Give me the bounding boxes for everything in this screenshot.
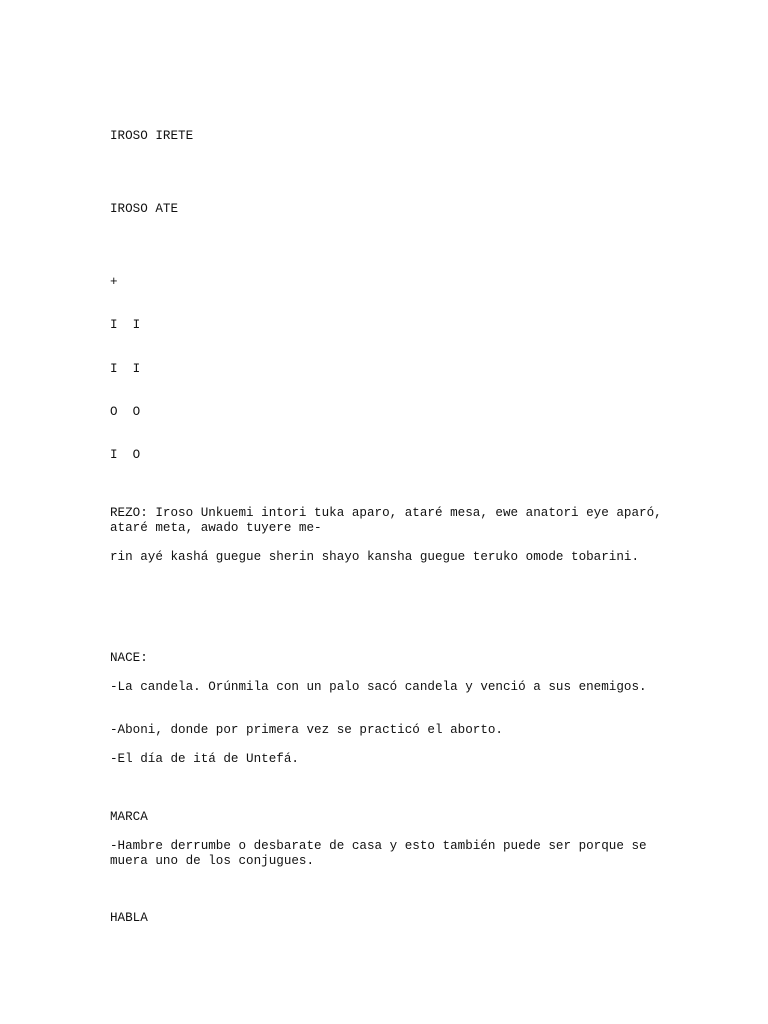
rezo-paragraph-2: rin ayé kashá guegue sherin shayo kansha guegue teruko omode tobarini. [110,550,640,564]
figure-mark: + [110,275,118,289]
nace-item-1: -La candela. Orúnmila con un palo sacó candela y venció a sus enemigos. [110,680,647,694]
nace-item-3: -El día de itá de Untefá. [110,752,299,766]
nace-heading: NACE: [110,651,148,665]
figure-row-2: I I [110,362,141,376]
figure-row-4: I O [110,448,141,462]
marca-item-1: -Hambre derrumbe o desbarate de casa y esto también puede ser porque se muera uno de los conjugues. [110,839,655,868]
habla-heading: HABLA [110,911,148,925]
rezo-paragraph-1: REZO: Iroso Unkuemi intori tuka aparo, ataré mesa, ewe anatori eye aparó, ataré meta, awado tuyere me- [110,506,670,535]
document-title: IROSO IRETE [110,129,194,143]
nace-item-2: -Aboni, donde por primera vez se practicó el aborto. [110,723,503,737]
marca-heading: MARCA [110,810,148,824]
figure-row-3: O O [110,405,141,419]
figure-row-1: I I [110,318,141,332]
document-subtitle: IROSO ATE [110,202,179,216]
